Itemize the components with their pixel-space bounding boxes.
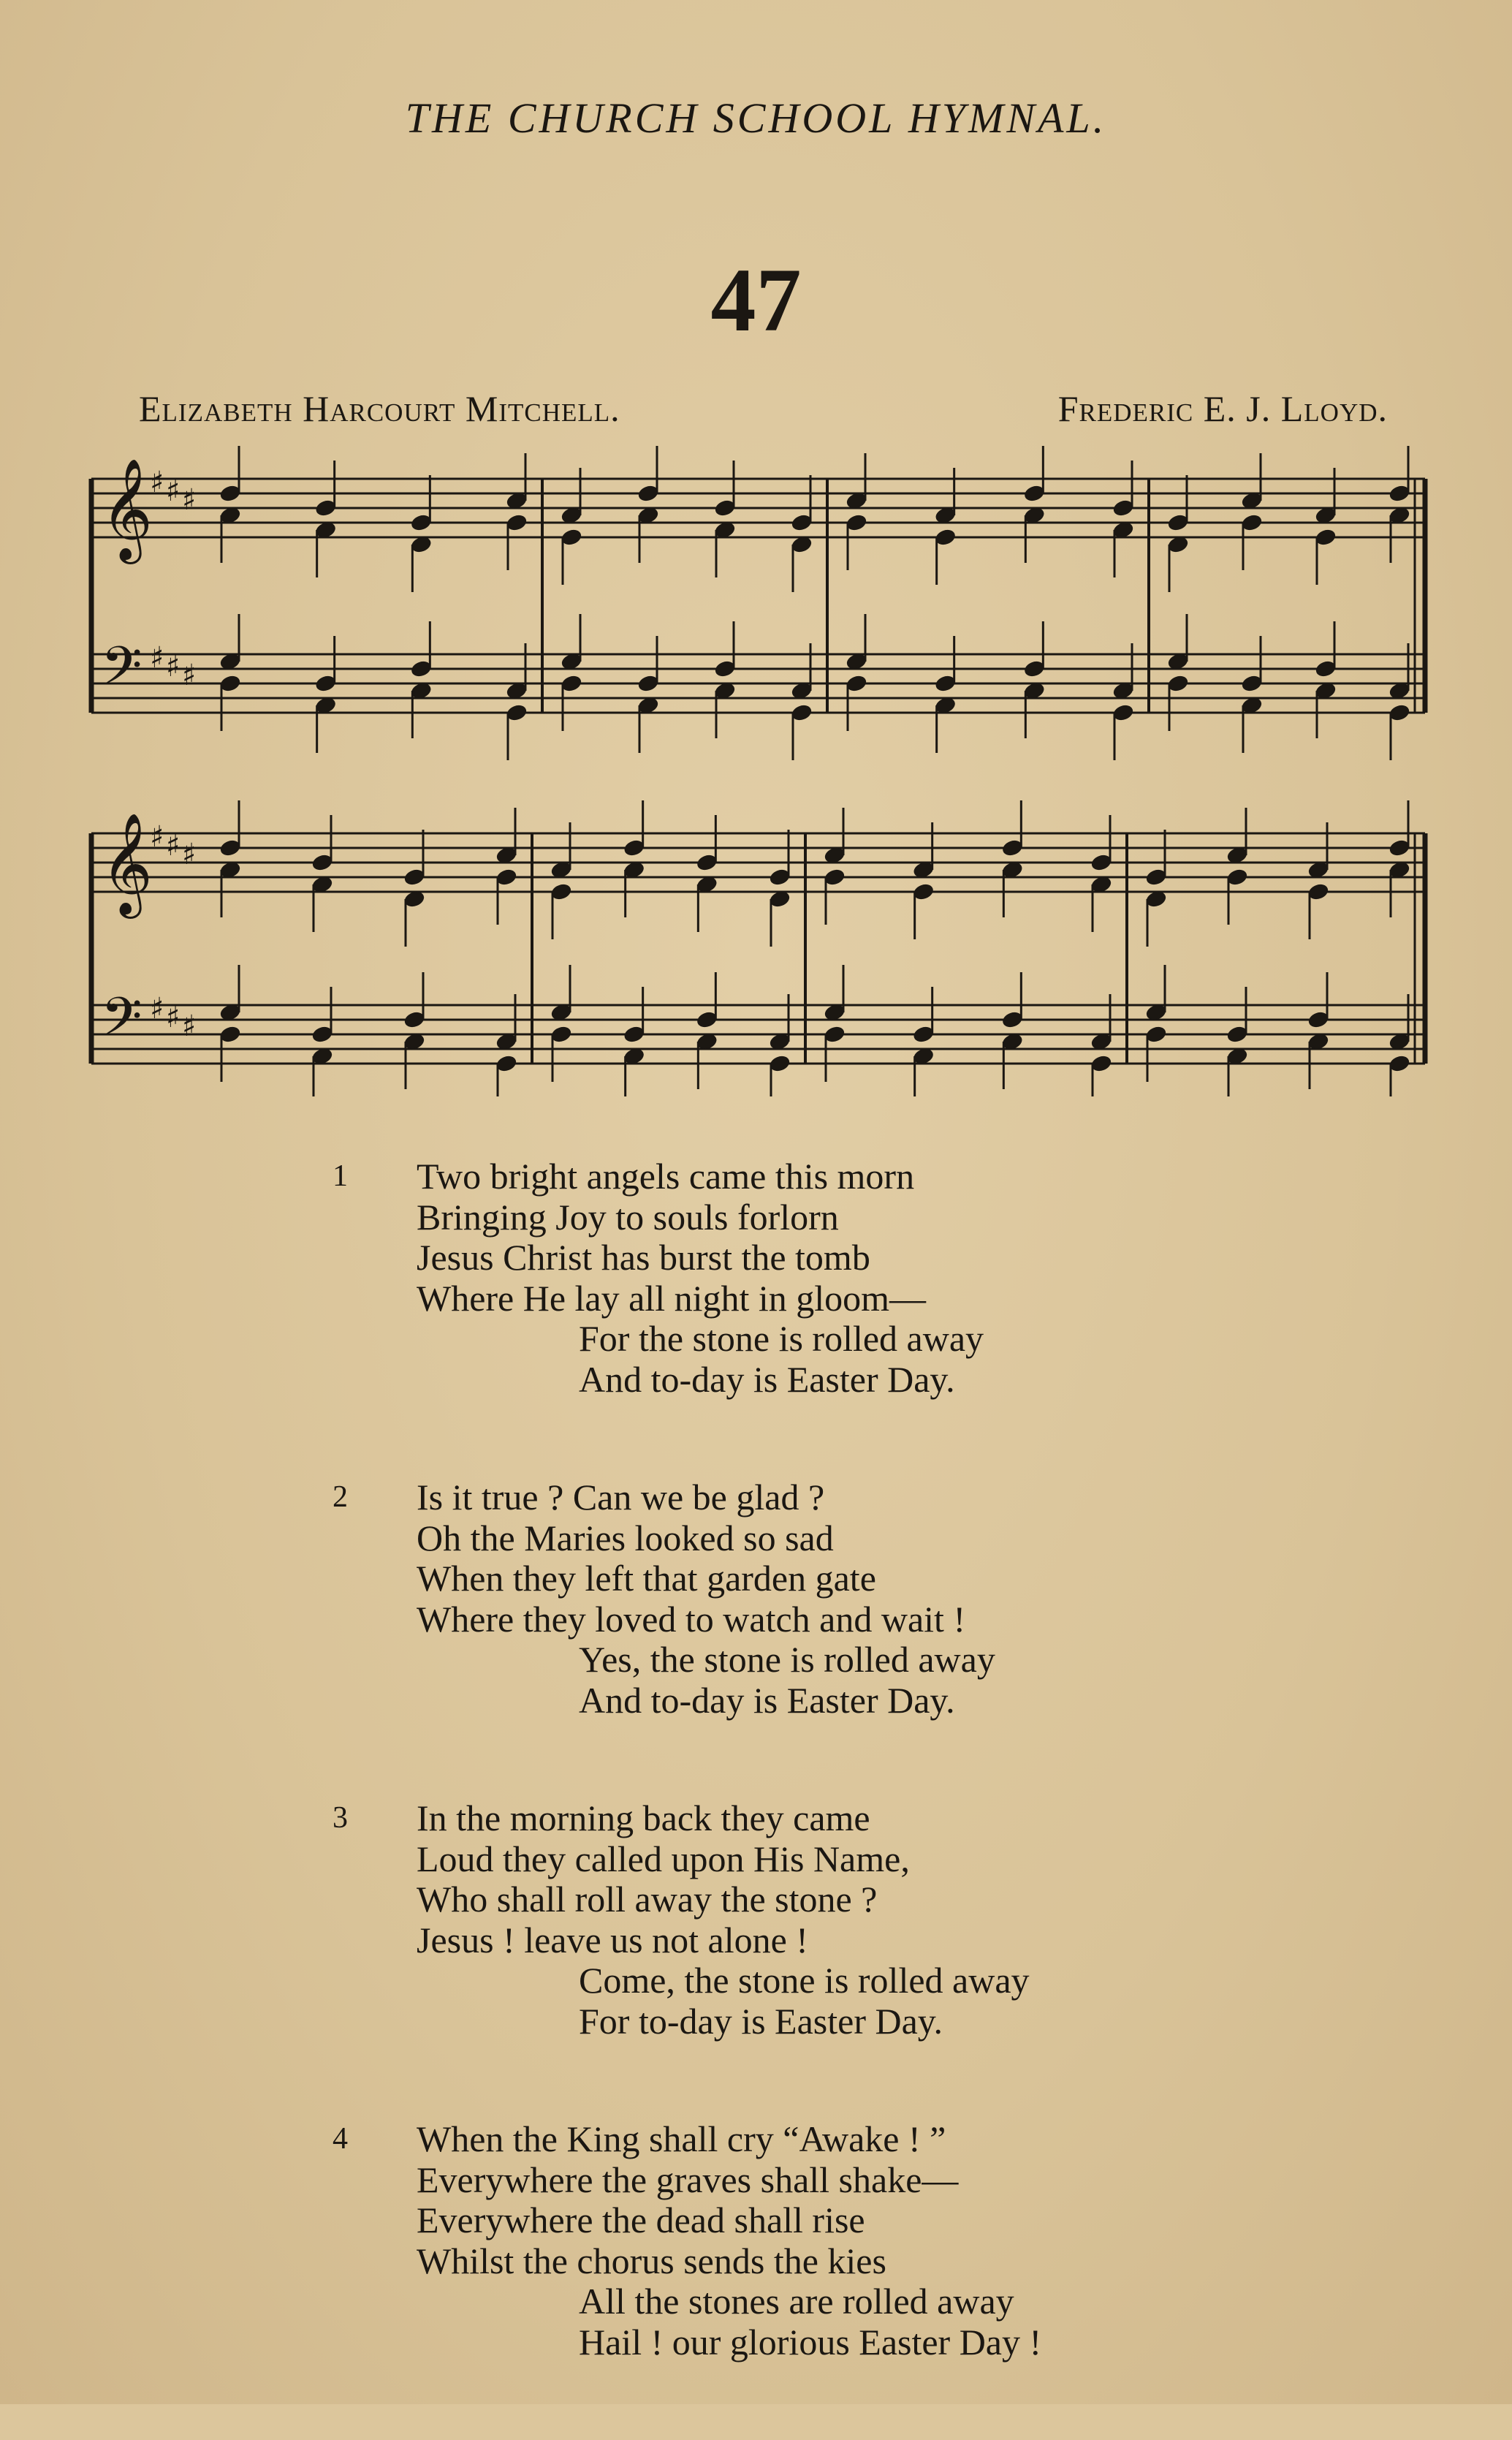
treble-clef: 𝄞 [101, 813, 153, 914]
verse-line: Who shall roll away the stone ? [417, 1879, 878, 1920]
sharp-sign: ♯ [182, 838, 197, 871]
refrain-line: Hail ! our glorious Easter Day ! [579, 2321, 1042, 2363]
verse [333, 1797, 1396, 2042]
refrain-line: And to-day is Easter Day. [579, 1358, 955, 1400]
verse-number: 2 [333, 1480, 348, 1514]
sharp-sign: ♯ [150, 820, 164, 854]
verse-line: Everywhere the dead shall rise [417, 2200, 865, 2240]
verse-line: Everywhere the graves shall shake— [417, 2159, 959, 2200]
verse-line: Where they loved to watch and wait ! [417, 1598, 966, 1640]
verse-line: Where He lay all night in gloom— [417, 1277, 927, 1319]
verse-line: Jesus Christ has burst the tomb [417, 1237, 870, 1278]
sharp-sign: ♯ [166, 650, 181, 683]
bass-clef: 𝄢 [101, 985, 143, 1061]
staff-lines [91, 479, 1425, 1064]
author-credit: Elizabeth Harcourt Mitchell. [139, 388, 620, 429]
verse-number: 4 [333, 2122, 348, 2156]
sharp-sign: ♯ [166, 829, 181, 863]
verse-line: When the King shall cry “Awake ! ” [417, 2118, 946, 2159]
sharp-sign: ♯ [182, 1009, 197, 1043]
hymn-number: 47 [710, 250, 802, 350]
verse-line: Two bright angels came this morn [417, 1156, 915, 1197]
music-score [0, 0, 1512, 1096]
treble-clef: 𝄞 [101, 458, 153, 560]
sharp-sign: ♯ [182, 483, 197, 517]
refrain-line: All the stones are rolled away [579, 2281, 1014, 2322]
verse-number: 3 [333, 1801, 348, 1835]
composer-credit: Frederic E. J. Lloyd. [1057, 388, 1388, 429]
verse-line: Is it true ? Can we be glad ? [417, 1477, 825, 1518]
verse [333, 2118, 1396, 2363]
verse-line: In the morning back they came [417, 1797, 870, 1838]
sharp-sign: ♯ [166, 474, 181, 508]
running-title: THE CHURCH SCHOOL HYMNAL. [405, 94, 1107, 142]
refrain-line: For to-day is Easter Day. [579, 2000, 943, 2042]
bass-clef: 𝄢 [101, 634, 143, 710]
notes [219, 446, 1411, 1096]
barlines [91, 479, 1425, 1064]
refrain-line: And to-day is Easter Day. [579, 1679, 955, 1721]
sharp-sign: ♯ [150, 466, 164, 499]
refrain-line: For the stone is rolled away [579, 1318, 984, 1359]
lyrics [333, 1156, 1396, 2440]
verse-line: Oh the Maries looked so sad [417, 1517, 834, 1558]
refrain-line: Yes, the stone is rolled away [579, 1639, 995, 1680]
verse-line: When they left that garden gate [417, 1558, 876, 1599]
sharp-sign: ♯ [150, 641, 164, 675]
sharp-sign: ♯ [166, 1001, 181, 1034]
sharp-sign: ♯ [182, 659, 197, 692]
sharp-sign: ♯ [150, 992, 164, 1026]
refrain-line: Come, the stone is rolled away [579, 1960, 1030, 2001]
verse [333, 1156, 1396, 1400]
clefs [101, 458, 196, 1061]
verse [333, 1477, 1396, 1721]
verse-line: Bringing Joy to souls forlorn [417, 1196, 839, 1238]
verse-line: Loud they called upon His Name, [417, 1838, 910, 1879]
verse-number: 1 [333, 1159, 348, 1193]
verse-line: Whilst the chorus sends the kies [417, 2240, 886, 2281]
verse-line: Jesus ! leave us not alone ! [417, 1919, 808, 1960]
